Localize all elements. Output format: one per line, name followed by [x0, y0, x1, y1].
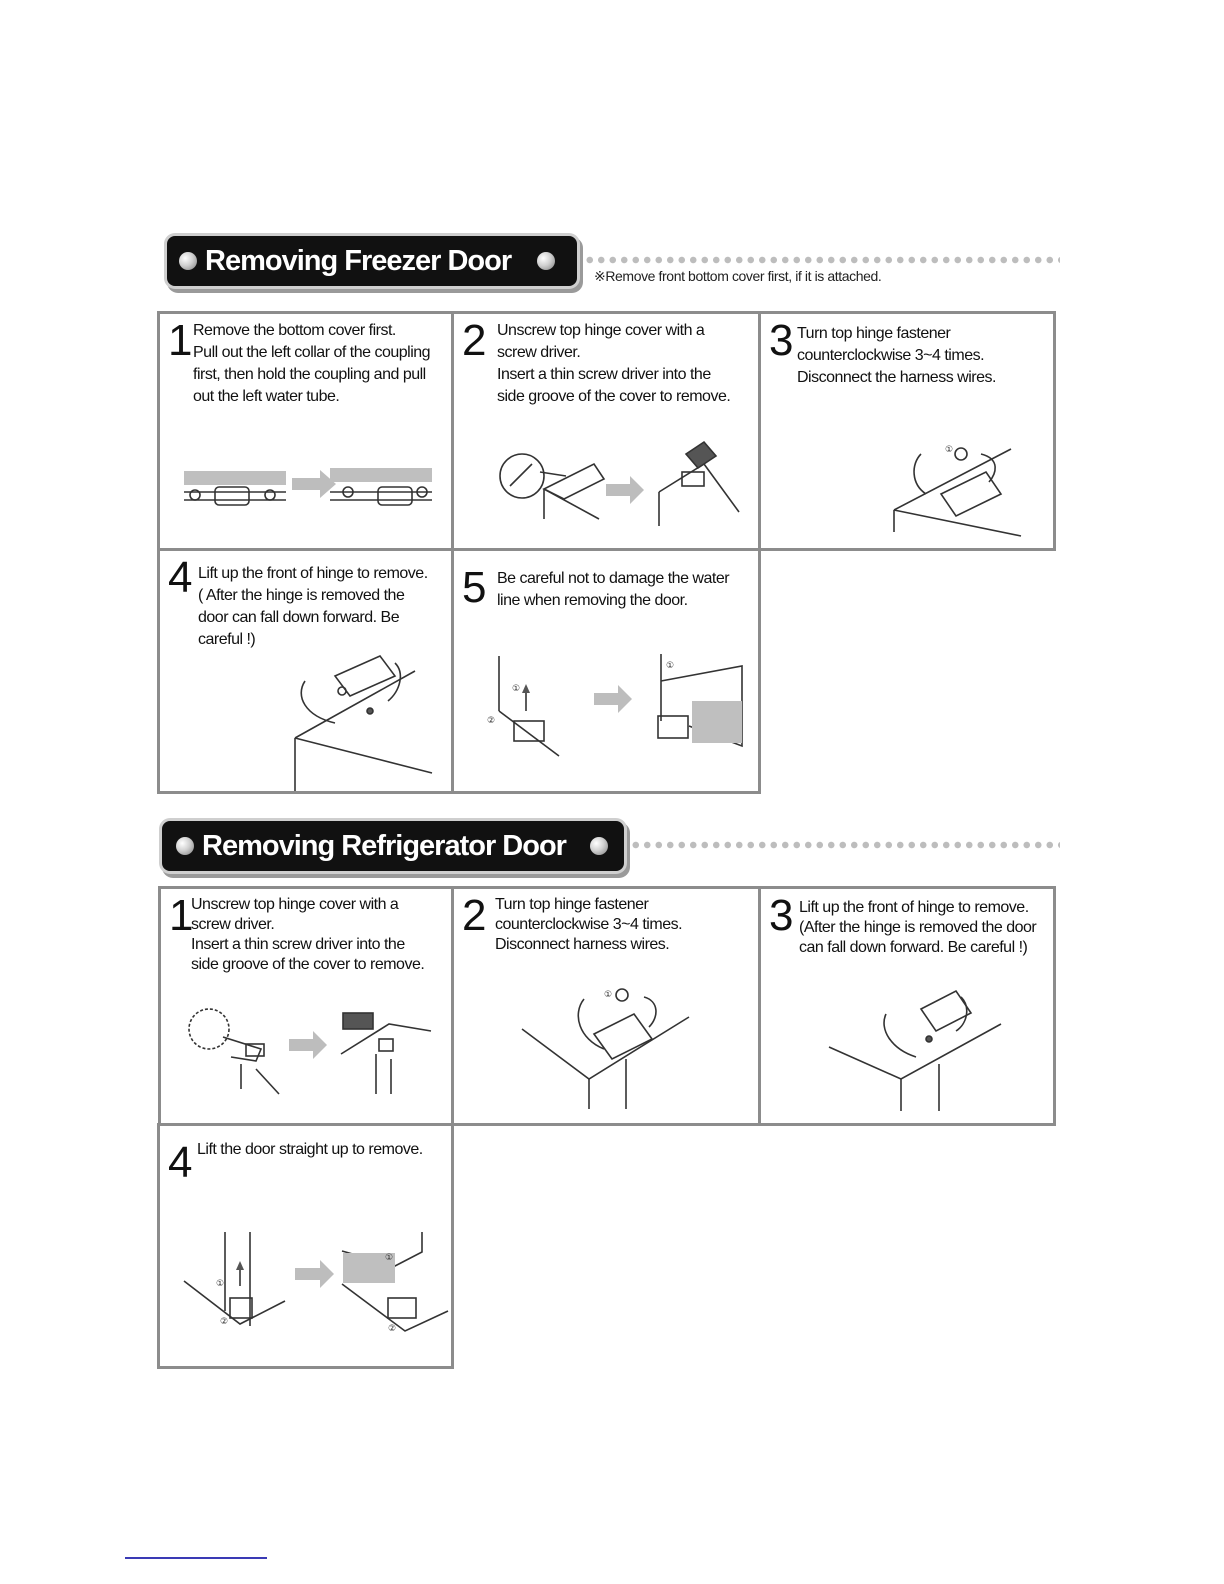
- callout-1: ①: [666, 661, 675, 671]
- instruction-line: door can fall down forward. Be: [198, 609, 400, 626]
- door-removal-waterline-illustration: [454, 551, 758, 791]
- instruction-line: Pull out the left collar of the coupling: [193, 344, 431, 361]
- instruction-line: Turn top hinge fastener: [797, 325, 951, 342]
- instruction-line: Lift the door straight up to remove.: [197, 1141, 423, 1158]
- freezer-step-5-panel: [451, 548, 761, 794]
- instruction-line: Disconnect harness wires.: [495, 936, 670, 953]
- lift-door-illustration: [160, 1126, 451, 1366]
- callout-1: ①: [385, 1253, 394, 1263]
- instruction-line: line when removing the door.: [497, 592, 688, 609]
- step-number: 5: [462, 563, 487, 612]
- step-number: 1: [168, 316, 193, 365]
- instruction-line: Lift up the front of hinge to remove.: [799, 899, 1029, 916]
- instruction-line: Unscrew top hinge cover with a: [191, 896, 399, 913]
- step-number: 3: [769, 891, 794, 940]
- hinge-cover-removal-illustration: [161, 889, 451, 1123]
- hinge-lift-illustration: [761, 889, 1053, 1123]
- refrigerator-step-2-panel: [451, 886, 761, 1126]
- callout-1: ①: [216, 1279, 225, 1289]
- instruction-line: Insert a thin screw driver into the: [497, 366, 711, 383]
- callout-1: ①: [512, 684, 521, 694]
- step-number: 4: [168, 553, 193, 602]
- callout-1: ①: [945, 445, 954, 455]
- hinge-fastener-illustration: [454, 889, 758, 1123]
- step-number: 3: [769, 316, 794, 365]
- water-tube-coupling-illustration: [160, 314, 451, 548]
- instruction-line: Lift up the front of hinge to remove.: [198, 565, 428, 582]
- instruction-line: can fall down forward. Be careful !): [799, 939, 1028, 956]
- footer-rule: [125, 1557, 267, 1559]
- hinge-lift-illustration: [160, 551, 451, 791]
- dotted-divider: [630, 841, 1060, 849]
- instruction-line: Be careful not to damage the water: [497, 570, 730, 587]
- bullet-ball-icon: [537, 252, 555, 270]
- instruction-line: Unscrew top hinge cover with a: [497, 322, 705, 339]
- instruction-line: counterclockwise 3~4 times.: [797, 347, 985, 364]
- freezer-section-banner: [167, 236, 577, 286]
- hinge-fastener-illustration: [761, 314, 1053, 548]
- step-number: 2: [462, 891, 487, 940]
- instruction-line: first, then hold the coupling and pull: [193, 366, 426, 383]
- step-number: 1: [169, 891, 194, 940]
- step-number: 2: [462, 316, 487, 365]
- refrigerator-section-title: Removing Refrigerator Door: [202, 829, 566, 862]
- refrigerator-step-1-panel: [158, 886, 454, 1126]
- dotted-divider: [584, 256, 1060, 264]
- step-number: 4: [168, 1138, 193, 1187]
- freezer-step-1-panel: [157, 311, 454, 551]
- instruction-line: side groove of the cover to remove.: [497, 388, 731, 405]
- refrigerator-section-banner: [162, 821, 624, 871]
- instruction-line: ( After the hinge is removed the: [198, 587, 405, 604]
- instruction-line: screw driver.: [191, 916, 275, 933]
- bullet-ball-icon: [176, 837, 194, 855]
- freezer-section-title: Removing Freezer Door: [205, 244, 512, 277]
- instruction-line: screw driver.: [497, 344, 581, 361]
- callout-2: ②: [388, 1324, 397, 1334]
- freezer-step-2-panel: [451, 311, 761, 551]
- instruction-line: Remove the bottom cover first.: [193, 322, 396, 339]
- refrigerator-step-4-panel: [157, 1123, 454, 1369]
- callout-1: ①: [604, 990, 613, 1000]
- instruction-line: Insert a thin screw driver into the: [191, 936, 405, 953]
- freezer-step-3-panel: [758, 311, 1056, 551]
- refrigerator-step-3-panel: [758, 886, 1056, 1126]
- instruction-line: Turn top hinge fastener: [495, 896, 649, 913]
- freezer-note: ※Remove front bottom cover first, if it is attached.: [594, 268, 882, 284]
- callout-2: ②: [220, 1317, 229, 1327]
- callout-2: ②: [487, 716, 496, 726]
- bullet-ball-icon: [590, 837, 608, 855]
- instruction-line: Disconnect the harness wires.: [797, 369, 996, 386]
- instruction-line: side groove of the cover to remove.: [191, 956, 425, 973]
- instruction-line: counterclockwise 3~4 times.: [495, 916, 683, 933]
- freezer-step-4-panel: [157, 548, 454, 794]
- bullet-ball-icon: [179, 252, 197, 270]
- instruction-line: careful !): [198, 631, 256, 648]
- hinge-cover-removal-illustration: [454, 314, 758, 548]
- instruction-line: (After the hinge is removed the door: [799, 919, 1037, 936]
- instruction-line: out the left water tube.: [193, 388, 340, 405]
